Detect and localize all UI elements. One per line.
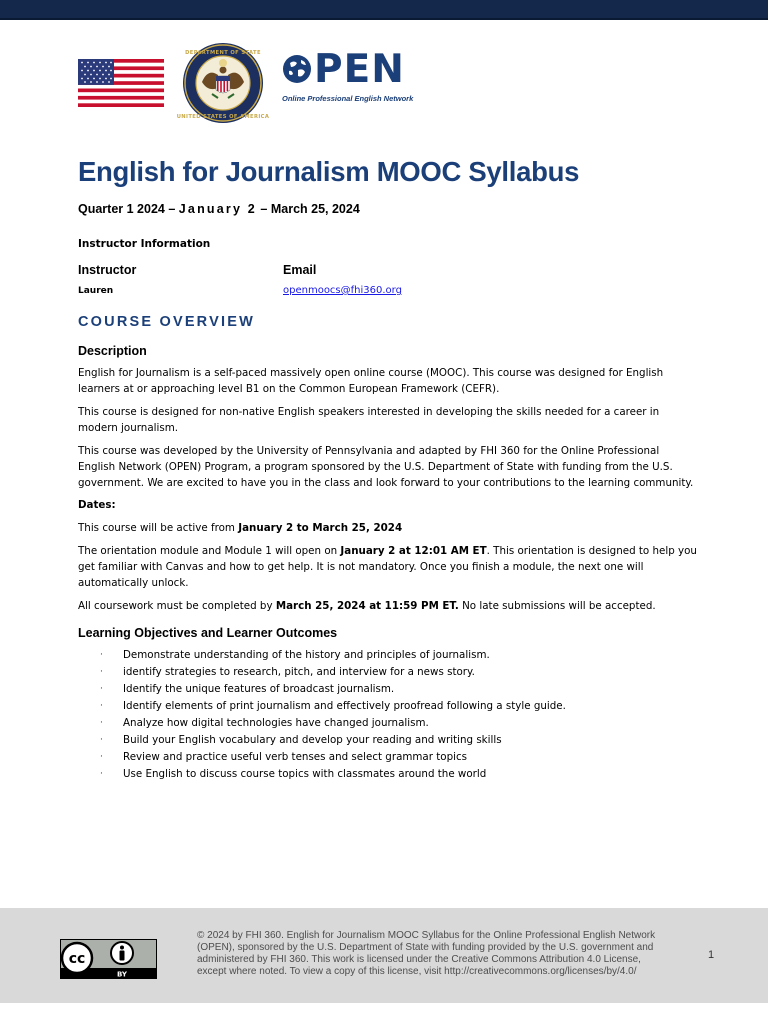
description-paragraph: English for Journalism is a self-paced massively open online course (MOOC). This course was designed for English learners at or approaching level B1 on the Common European Framework (CEFR). (78, 367, 664, 395)
orientation-prefix: The orientation module and Module 1 will open on (78, 545, 341, 557)
active-prefix: This course will be active from (78, 522, 239, 534)
open-logo (282, 46, 414, 103)
bullet-icon: · (100, 701, 103, 711)
instructor-table (78, 262, 698, 297)
quarter-start-date: January 2 (178, 202, 257, 216)
description-heading: Description (78, 344, 147, 358)
quarter-suffix: – March 25, 2024 (256, 202, 360, 216)
open-wordmark (282, 46, 413, 92)
bullet-icon: · (100, 650, 103, 660)
objective-text: Analyze how digital technologies have changed journalism. (123, 717, 429, 729)
quarter-prefix: Quarter 1 2024 – (78, 202, 179, 216)
course-active-dates (78, 520, 698, 536)
bullet-icon: · (100, 769, 103, 779)
description-paragraph: This course was developed by the University of Pennsylvania and adapted by FHI 360 for the Online Professional English Network (OPEN) Program, a program sponsored by the U.S. Department of State with funding from the U.S. government. We are excited to have you in the class and look forward to your contributions to the learning community. (78, 445, 694, 489)
svg-text:UNITED STATES OF AMERICA: UNITED STATES OF AMERICA (176, 114, 270, 120)
instructor-label: Instructor (78, 263, 137, 277)
email-column (283, 262, 402, 297)
department-of-state-seal-icon (176, 42, 270, 124)
list-item (78, 732, 698, 749)
orientation-date-bold: January 2 at 12:01 AM ET (340, 545, 487, 557)
list-item (78, 766, 698, 783)
top-banner-bar (0, 0, 768, 20)
quarter-dates (78, 201, 698, 217)
instructor-column (78, 262, 283, 297)
svg-text:DEPARTMENT OF STATE: DEPARTMENT OF STATE (185, 50, 261, 56)
list-item (78, 647, 698, 664)
creative-commons-by-badge-icon[interactable] (60, 939, 157, 979)
objective-text: Review and practice useful verb tenses and select grammar topics (123, 751, 468, 763)
deadline-suffix: No late submissions will be accepted. (458, 600, 656, 612)
objectives-list (78, 647, 698, 783)
bullet-icon: · (100, 752, 103, 762)
orientation-suffix: . This orientation is designed to help you get familiar with Canvas and how to get help. It is not mandatory. Once you finish a module, the next one will automatically unlock. (78, 545, 697, 589)
objective-text: Identify elements of print journalism and effectively proofread following a style guide. (123, 700, 566, 712)
globe-icon (282, 54, 312, 84)
bullet-icon: · (100, 735, 103, 745)
page-number: 1 (708, 949, 715, 961)
active-dates-bold: January 2 to March 25, 2024 (238, 522, 403, 534)
list-item (78, 681, 698, 698)
deadline-prefix: All coursework must be completed by (78, 600, 276, 612)
license-text: © 2024 by FHI 360. English for Journalism MOOC Syllabus for the Online Professional English Network (OPEN), sponsored by the U.S. Department of State with funding provided by the U.S. government and administered by FHI 360. This work is licensed under the Creative Commons Attribution 4.0 License, except where noted. To view a copy of this license, visit http://creativecommons.org/licenses/by/4.0/ (197, 930, 656, 977)
dates-label: Dates: (78, 499, 116, 511)
instructor-email-link[interactable]: openmoocs@fhi360.org (283, 285, 402, 296)
list-item (78, 664, 698, 681)
page-footer (0, 908, 768, 1003)
email-label: Email (283, 263, 317, 277)
objective-text: Identify the unique features of broadcast journalism. (123, 683, 395, 695)
objective-text: Demonstrate understanding of the history and principles of journalism. (123, 649, 490, 661)
objective-text: Build your English vocabulary and develop your reading and writing skills (123, 734, 502, 746)
instructor-info-heading: Instructor Information (78, 238, 211, 250)
by-letters: BY (116, 970, 128, 979)
list-item (78, 749, 698, 766)
course-overview-heading: COURSE OVERVIEW (78, 314, 255, 330)
description-paragraph: This course is designed for non-native English speakers interested in developing the skills needed for a career in modern journalism. (78, 406, 660, 434)
bullet-icon: · (100, 718, 103, 728)
objectives-heading: Learning Objectives and Learner Outcomes (78, 626, 338, 640)
deadline-bold: March 25, 2024 at 11:59 PM ET. (275, 600, 459, 612)
document-title: English for Journalism MOOC Syllabus (78, 156, 580, 187)
list-item (78, 698, 698, 715)
us-flag-icon (78, 59, 164, 107)
bullet-icon: · (100, 684, 103, 694)
objective-text: Use English to discuss course topics with classmates around the world (123, 768, 487, 780)
open-word-text: PEN (314, 46, 405, 92)
logo-row (78, 40, 413, 126)
cc-letters: cc (68, 951, 86, 967)
document-body (78, 155, 698, 783)
bullet-icon: · (100, 667, 103, 677)
open-tagline: Online Professional English Network (282, 93, 414, 103)
deadline-info (78, 598, 698, 614)
orientation-info (78, 543, 698, 591)
instructor-name: Lauren (78, 286, 114, 296)
objective-text: identify strategies to research, pitch, and interview for a news story. (123, 666, 475, 678)
list-item (78, 715, 698, 732)
